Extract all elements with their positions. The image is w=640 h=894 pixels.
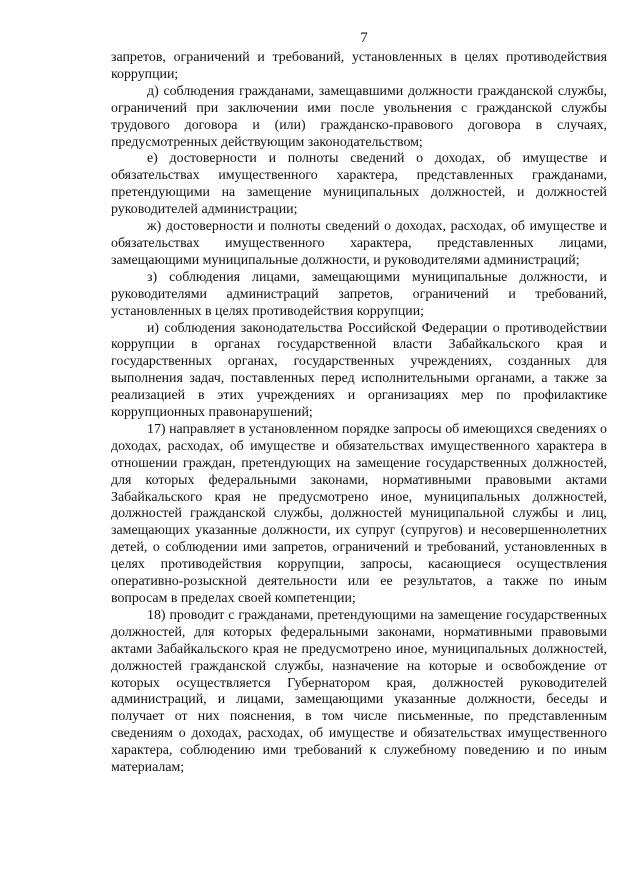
paragraph-item-18: 18) проводит с гражданами, претендующими на замещение государственных должностей, для которых федеральными законами, нормативными правовыми актами Забайкальского края не предусмотрено иное, муниципальных должностей, должностей гражданской службы, назначение на которые и освобождение от которых осуществляется Губернатором края, должностей руководителей администраций, и лицами, замещающими указанные должности, беседы и получает от них пояснения, в том числе письменные, по представленным сведениям о доходах, расходах, об имуществе и обязательствах имущественного характера, соблюдению ими требований к служебному поведению и по иным материалам; <box>111 607 607 776</box>
paragraph-item-z: з) соблюдения лицами, замещающими муниципальные должности, и руководителями администраций запретов, ограничений и требований, установленных в целях противодействия коррупции; <box>111 269 607 319</box>
paragraph-continuation: запретов, ограничений и требований, установленных в целях противодействия коррупции; <box>111 50 607 82</box>
paragraph-item-e: е) достоверности и полноты сведений о доходах, об имуществе и обязательствах имущественного характера, представленных гражданами, претендующими на замещение муниципальных должностей, и должностей руководителей администрации; <box>111 151 607 218</box>
paragraph-item-i: и) соблюдения законодательства Российской Федерации о противодействии коррупции в органах государственной власти Забайкальского края и государственных органах, государственных учреждениях, созданных для выполнения задач, поставленных перед исполнительными органами, а также за реализацией в этих учреждениях и организациях мер по профилактике коррупционных правонарушений; <box>111 320 607 421</box>
paragraph-item-17: 17) направляет в установленном порядке запросы об имеющихся сведениях о доходах, расходах, об имуществе и обязательствах имущественного характера в отношении граждан, претендующих на замещение государственных должностей, для которых федеральными законами, нормативными правовыми актами Забайкальского края не предусмотрено иное, муниципальных должностей, должностей гражданской службы, должностей муниципальной службы и лиц, замещающих указанные должности, их супруг (супругов) и несовершеннолетних детей, о соблюдении ими запретов, ограничений и требований, установленных в целях противодействия коррупции, запросы, касающиеся осуществления оперативно-розыскной деятельности или ее результатов, а также по иным вопросам в пределах своей компетенции; <box>111 421 607 606</box>
paragraph-item-zh: ж) достоверности и полноты сведений о доходах, расходах, об имуществе и обязательствах имущественного характера, представленных лицами, замещающими муниципальные должности, и руководителями администраций; <box>111 219 607 268</box>
paragraph-item-d: д) соблюдения гражданами, замещавшими должности гражданской службы, ограничений при заключении ими после увольнения с гражданской службы трудового договора и (или) гражданско-правового договора в случаях, предусмотренных действующим законодательством; <box>111 83 607 150</box>
page-number: 7 <box>360 30 368 46</box>
